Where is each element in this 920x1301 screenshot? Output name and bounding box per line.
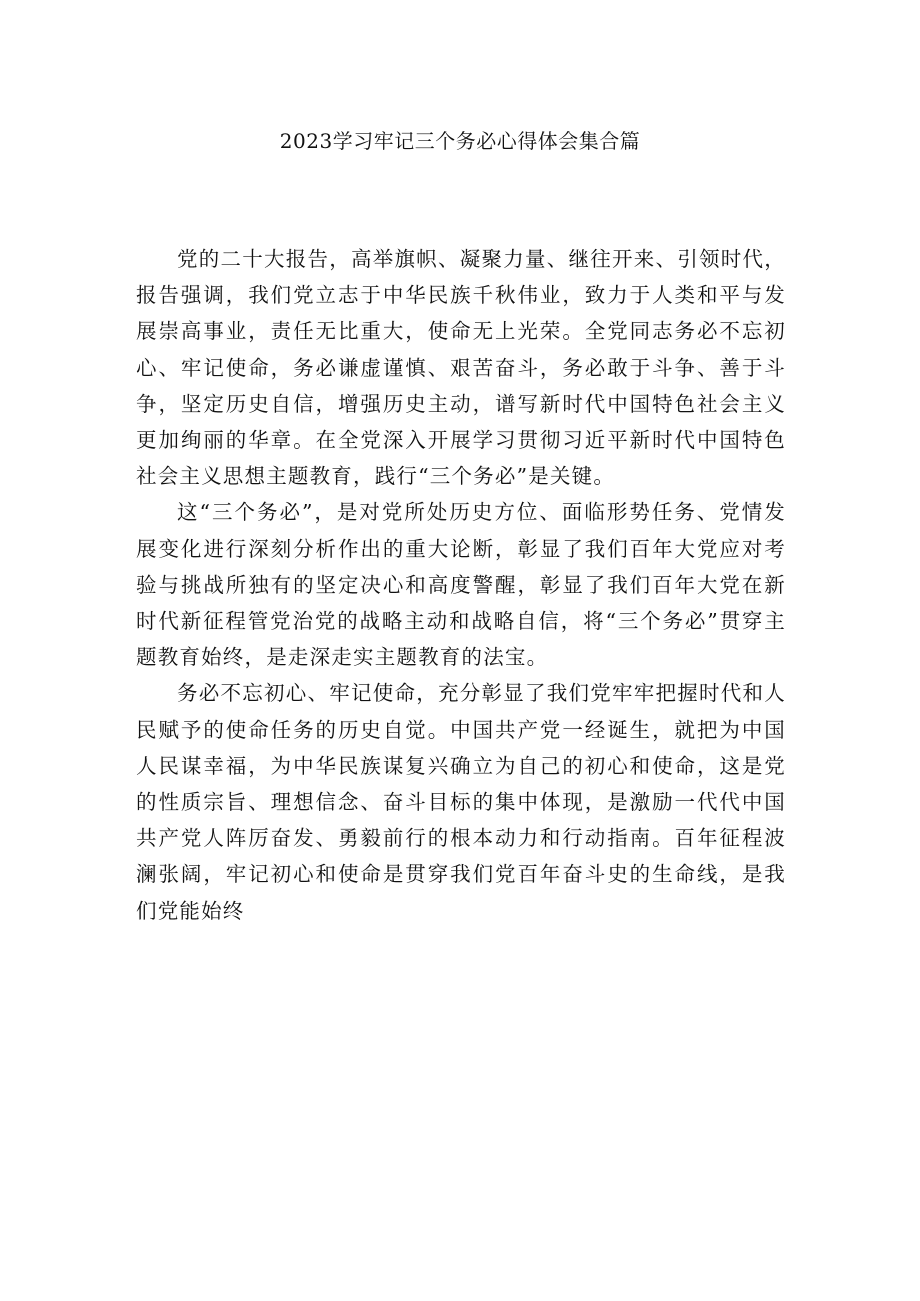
- document-title: 2023学习牢记三个务必心得体会集合篇: [279, 129, 641, 153]
- paragraph-1: 党的二十大报告，高举旗帜、凝聚力量、继往开来、引领时代，报告强调，我们党立志于中华民族千秋伟业，致力于人类和平与发展崇高事业，责任无比重大，使命无上光荣。全党同志务必不忘初心、牢记使命，务必谦虚谨慎、艰苦奋斗，务必敢于斗争、善于斗争，坚定历史自信，增强历史主动，谱写新时代中国特色社会主义更加绚丽的华章。在全党深入开展学习贯彻习近平新时代中国特色社会主义思想主题教育，践行“三个务必”是关键。: [136, 247, 786, 489]
- paragraph-2: 这“三个务必”，是对党所处历史方位、面临形势任务、党情发展变化进行深刻分析作出的重大论断，彰显了我们百年大党应对考验与挑战所独有的坚定决心和高度警醒，彰显了我们百年大党在新时代新征程管党治党的战略主动和战略自信，将“三个务必”贯穿主题教育始终，是走深走实主题教育的法宝。: [136, 500, 786, 670]
- paragraph-3: 务必不忘初心、牢记使命，充分彰显了我们党牢牢把握时代和人民赋予的使命任务的历史自觉。中国共产党一经诞生，就把为中国人民谋幸福，为中华民族谋复兴确立为自己的初心和使命，这是党的性质宗旨、理想信念、奋斗目标的集中体现，是激励一代代中国共产党人阵厉奋发、勇毅前行的根本动力和行动指南。百年征程波澜张阔，牢记初心和使命是贯穿我们党百年奋斗史的生命线，是我们党能始终: [136, 681, 786, 923]
- document-body: [136, 241, 786, 929]
